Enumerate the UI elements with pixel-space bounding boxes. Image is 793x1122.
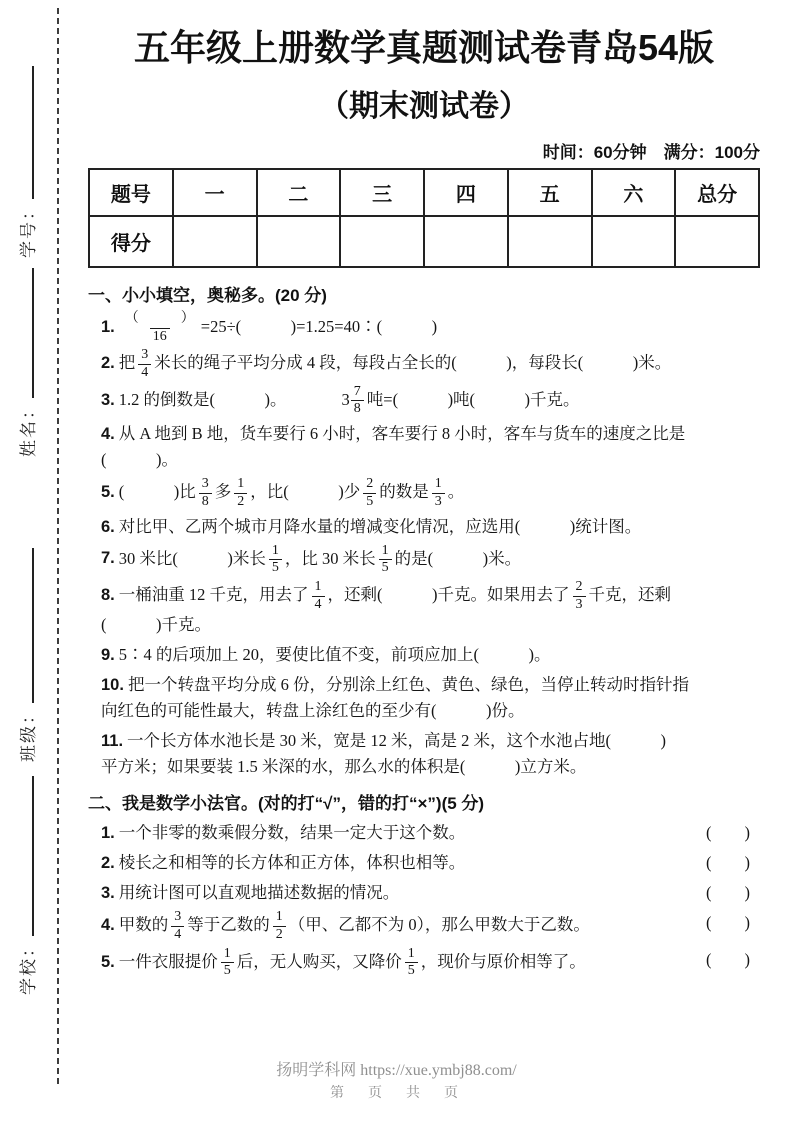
school-label: 学校： bbox=[19, 938, 38, 995]
fraction bbox=[405, 947, 418, 979]
question-number: 8. bbox=[101, 585, 115, 604]
judge-statement bbox=[101, 820, 465, 846]
question-text: 向红色的可能性最大，转盘上涂红色的至少有( )份。 bbox=[101, 701, 525, 721]
school-field bbox=[14, 776, 39, 995]
question-number: 3. bbox=[101, 390, 115, 409]
score-cell bbox=[592, 216, 676, 267]
question-text: 多 bbox=[214, 482, 232, 502]
question-number: 1. bbox=[101, 317, 115, 336]
fraction-numerator: 2 bbox=[575, 578, 583, 594]
score-row-label: 得分 bbox=[89, 216, 173, 267]
class-label: 班级： bbox=[19, 705, 38, 762]
score-table-corner: 题号 bbox=[89, 169, 173, 216]
fraction bbox=[312, 580, 325, 612]
answer-blank: ( ) bbox=[706, 883, 750, 903]
paper-subtitle: （期末测试卷） bbox=[319, 90, 529, 123]
fraction bbox=[351, 385, 364, 417]
student-id-field bbox=[14, 66, 39, 258]
question-text: 5∶4 的后项加上 20，要使比值不变，前项应加上( )。 bbox=[118, 645, 551, 665]
name-field bbox=[14, 268, 39, 457]
question-text: 从 A 地到 B 地，货车要行 6 小时，客车要行 8 小时，客车与货车的速度之比是 bbox=[118, 424, 686, 444]
score-col-total: 总分 bbox=[675, 169, 759, 216]
judge-item-2 bbox=[88, 850, 760, 876]
fraction-denominator: 5 bbox=[269, 559, 282, 576]
question-number: 10. bbox=[101, 676, 124, 695]
question-text: 平方米；如果要装 1.5 米深的水，那么水的体积是( )立方米。 bbox=[101, 757, 587, 777]
paper-title: 五年级上册数学真题测试卷青岛54版 bbox=[133, 27, 715, 68]
question-text: 3 bbox=[341, 389, 350, 409]
question-5 bbox=[88, 477, 760, 509]
question-text: 一桶油重 12 千克，用去了 bbox=[118, 584, 309, 604]
score-table bbox=[88, 168, 760, 268]
school-blank-line bbox=[17, 776, 34, 936]
fraction-denominator: 5 bbox=[379, 559, 392, 576]
question-line bbox=[101, 612, 760, 638]
question-3 bbox=[88, 385, 760, 417]
question-text: 的是( )米。 bbox=[394, 548, 522, 568]
fraction-denominator: 4 bbox=[312, 596, 325, 613]
question-text: 棱长之和相等的长方体和正方体，体积也相等。 bbox=[118, 853, 466, 873]
fraction-numerator: 3 bbox=[141, 347, 149, 363]
question-number: 2. bbox=[101, 854, 115, 873]
judge-statement bbox=[101, 947, 586, 979]
fraction-denominator: 16 bbox=[150, 328, 170, 345]
fraction bbox=[273, 910, 286, 942]
answer-blank: ( ) bbox=[706, 913, 750, 933]
fraction-denominator: 3 bbox=[432, 493, 445, 510]
fraction-denominator: 2 bbox=[273, 926, 286, 943]
question-text: 一个长方体水池长是 30 米，宽是 12 米，高是 2 米，这个水池占地( ) bbox=[127, 731, 667, 751]
question-text: 千克，还剩 bbox=[588, 584, 672, 604]
question-line bbox=[101, 421, 760, 447]
question-number: 9. bbox=[101, 646, 115, 665]
question-number: 11. bbox=[101, 732, 124, 751]
judge-item-1 bbox=[88, 820, 760, 846]
question-text: （甲、乙都不为 0），那么甲数大于乙数。 bbox=[288, 915, 590, 935]
score-col-4: 四 bbox=[424, 169, 508, 216]
fraction-denominator: 5 bbox=[363, 493, 376, 510]
question-text: 等于乙数的 bbox=[187, 915, 270, 935]
question-text: ，比( )少 bbox=[250, 482, 361, 502]
question-line bbox=[101, 698, 760, 724]
time-score-info: 时间：60分钟 满分：100分 bbox=[542, 143, 760, 162]
question-11 bbox=[88, 728, 760, 780]
question-text: ( )。 bbox=[101, 450, 178, 470]
question-text: 的数是 bbox=[379, 482, 429, 502]
binding-dashed-line bbox=[57, 8, 59, 1084]
fraction-numerator: 7 bbox=[353, 383, 361, 399]
score-table-score-row bbox=[89, 216, 759, 267]
question-text: 米长的绳子平均分成 4 段，每段占全长的( )，每段长( )米。 bbox=[154, 353, 672, 373]
question-line bbox=[101, 754, 760, 780]
judge-item-3 bbox=[88, 880, 760, 906]
question-text: ( )千克。 bbox=[101, 615, 211, 635]
fraction bbox=[432, 477, 445, 509]
fraction-numerator: 1 bbox=[434, 476, 442, 492]
question-text: 对比甲、乙两个城市月降水量的增减变化情况，应选用( )统计图。 bbox=[118, 516, 642, 536]
question-text: 1.2 的倒数是( )。 bbox=[118, 389, 287, 409]
question-text: ，还剩( )千克。如果用去了 bbox=[327, 584, 570, 604]
question-number: 5. bbox=[101, 952, 115, 971]
judge-item-5 bbox=[88, 947, 760, 979]
class-field bbox=[14, 548, 39, 762]
footer-watermark: 扬明学科网 https://xue.ymbj88.com/ bbox=[276, 1062, 517, 1079]
fraction-numerator: 1 bbox=[237, 476, 245, 492]
fraction-denominator: 5 bbox=[221, 962, 234, 979]
fraction-denominator: 4 bbox=[171, 926, 184, 943]
fraction-denominator: 8 bbox=[199, 493, 212, 510]
question-number: 5. bbox=[101, 483, 115, 502]
student-id-blank-line bbox=[17, 66, 34, 199]
section1-heading: 一、小小填空，奥秘多。(20 分) bbox=[88, 286, 327, 305]
question-line bbox=[101, 447, 760, 473]
fraction-denominator: 2 bbox=[234, 493, 247, 510]
score-table-header-row bbox=[89, 169, 759, 216]
answer-blank: ( ) bbox=[706, 823, 750, 843]
judge-statement bbox=[101, 910, 590, 942]
fraction-numerator: 1 bbox=[407, 945, 415, 961]
score-cell bbox=[257, 216, 341, 267]
footer-page-numbers: 第 页 共 页 bbox=[330, 1086, 463, 1101]
fraction-denominator: 8 bbox=[351, 400, 364, 417]
question-text: 一件衣服提价 bbox=[118, 951, 218, 971]
class-blank-line bbox=[17, 548, 34, 703]
fraction-numerator: 3 bbox=[201, 476, 209, 492]
fraction-denominator: 3 bbox=[573, 596, 586, 613]
answer-blank: ( ) bbox=[706, 853, 750, 873]
fraction bbox=[122, 312, 198, 344]
main-content bbox=[88, 26, 760, 979]
question-text: 用统计图可以直观地描述数据的情况。 bbox=[118, 883, 400, 903]
fraction bbox=[573, 580, 586, 612]
question-text: ，现价与原价相等了。 bbox=[420, 951, 586, 971]
question-text: ，比 30 米长 bbox=[284, 548, 376, 568]
fraction bbox=[379, 544, 392, 576]
judge-statement bbox=[101, 850, 465, 876]
question-2 bbox=[88, 348, 760, 380]
name-blank-line bbox=[17, 268, 34, 398]
question-number: 1. bbox=[101, 824, 115, 843]
score-cell bbox=[675, 216, 759, 267]
question-10 bbox=[88, 672, 760, 724]
score-cell bbox=[173, 216, 257, 267]
question-text: =25÷( )=1.25=40∶( ) bbox=[200, 316, 438, 336]
question-number: 4. bbox=[101, 916, 115, 935]
question-text: ( )比 bbox=[118, 482, 196, 502]
score-col-2: 二 bbox=[257, 169, 341, 216]
fraction bbox=[199, 477, 212, 509]
question-8 bbox=[88, 580, 760, 638]
fraction bbox=[221, 947, 234, 979]
question-4 bbox=[88, 421, 760, 473]
score-cell bbox=[340, 216, 424, 267]
score-col-5: 五 bbox=[508, 169, 592, 216]
score-col-1: 一 bbox=[173, 169, 257, 216]
fraction-numerator: 3 bbox=[174, 909, 182, 925]
section2-heading: 二、我是数学小法官。(对的打“√”，错的打“×”)(5 分) bbox=[88, 794, 485, 814]
question-number: 7. bbox=[101, 549, 115, 568]
fraction bbox=[269, 544, 282, 576]
fraction-numerator: 2 bbox=[366, 476, 374, 492]
answer-blank: ( ) bbox=[706, 949, 750, 969]
score-col-6: 六 bbox=[592, 169, 676, 216]
fraction bbox=[363, 477, 376, 509]
judge-statement bbox=[101, 880, 399, 906]
question-1 bbox=[88, 312, 760, 344]
judge-item-4 bbox=[88, 910, 760, 942]
fraction-numerator: 1 bbox=[275, 909, 283, 925]
fraction-denominator: 4 bbox=[138, 364, 151, 381]
fraction bbox=[234, 477, 247, 509]
question-9 bbox=[88, 642, 760, 668]
question-text: 把一个转盘平均分成 6 份，分别涂上红色、黄色、绿色，当停止转动时指针指 bbox=[127, 675, 689, 695]
question-text: 一个非零的数乘假分数，结果一定大于这个数。 bbox=[118, 823, 466, 843]
fraction-numerator: 1 bbox=[271, 542, 279, 558]
fraction-numerator: 1 bbox=[381, 542, 389, 558]
question-text: 吨=( )吨( )千克。 bbox=[366, 389, 580, 409]
fraction-numerator: 1 bbox=[223, 945, 231, 961]
name-label: 姓名： bbox=[19, 400, 38, 457]
question-text: 后，无人购买，又降价 bbox=[236, 951, 402, 971]
student-id-label: 学号： bbox=[19, 201, 38, 258]
question-number: 4. bbox=[101, 425, 115, 444]
fraction bbox=[138, 348, 151, 380]
question-text: 把 bbox=[118, 353, 136, 373]
fraction-denominator: 5 bbox=[405, 962, 418, 979]
question-6 bbox=[88, 514, 760, 540]
score-col-3: 三 bbox=[340, 169, 424, 216]
score-cell bbox=[508, 216, 592, 267]
question-line bbox=[101, 672, 760, 698]
question-text: 30 米比( )米长 bbox=[118, 548, 266, 568]
question-line bbox=[101, 580, 760, 612]
fraction-numerator: 1 bbox=[314, 578, 322, 594]
fraction bbox=[171, 910, 184, 942]
fraction-numerator: （ ） bbox=[124, 311, 195, 326]
score-cell bbox=[424, 216, 508, 267]
questions-area bbox=[88, 284, 760, 979]
question-text: 。 bbox=[447, 482, 465, 502]
question-line bbox=[101, 728, 760, 754]
question-number: 3. bbox=[101, 884, 115, 903]
question-number: 2. bbox=[101, 354, 115, 373]
question-text: 甲数的 bbox=[118, 915, 169, 935]
question-7 bbox=[88, 544, 760, 576]
question-number: 6. bbox=[101, 517, 115, 536]
